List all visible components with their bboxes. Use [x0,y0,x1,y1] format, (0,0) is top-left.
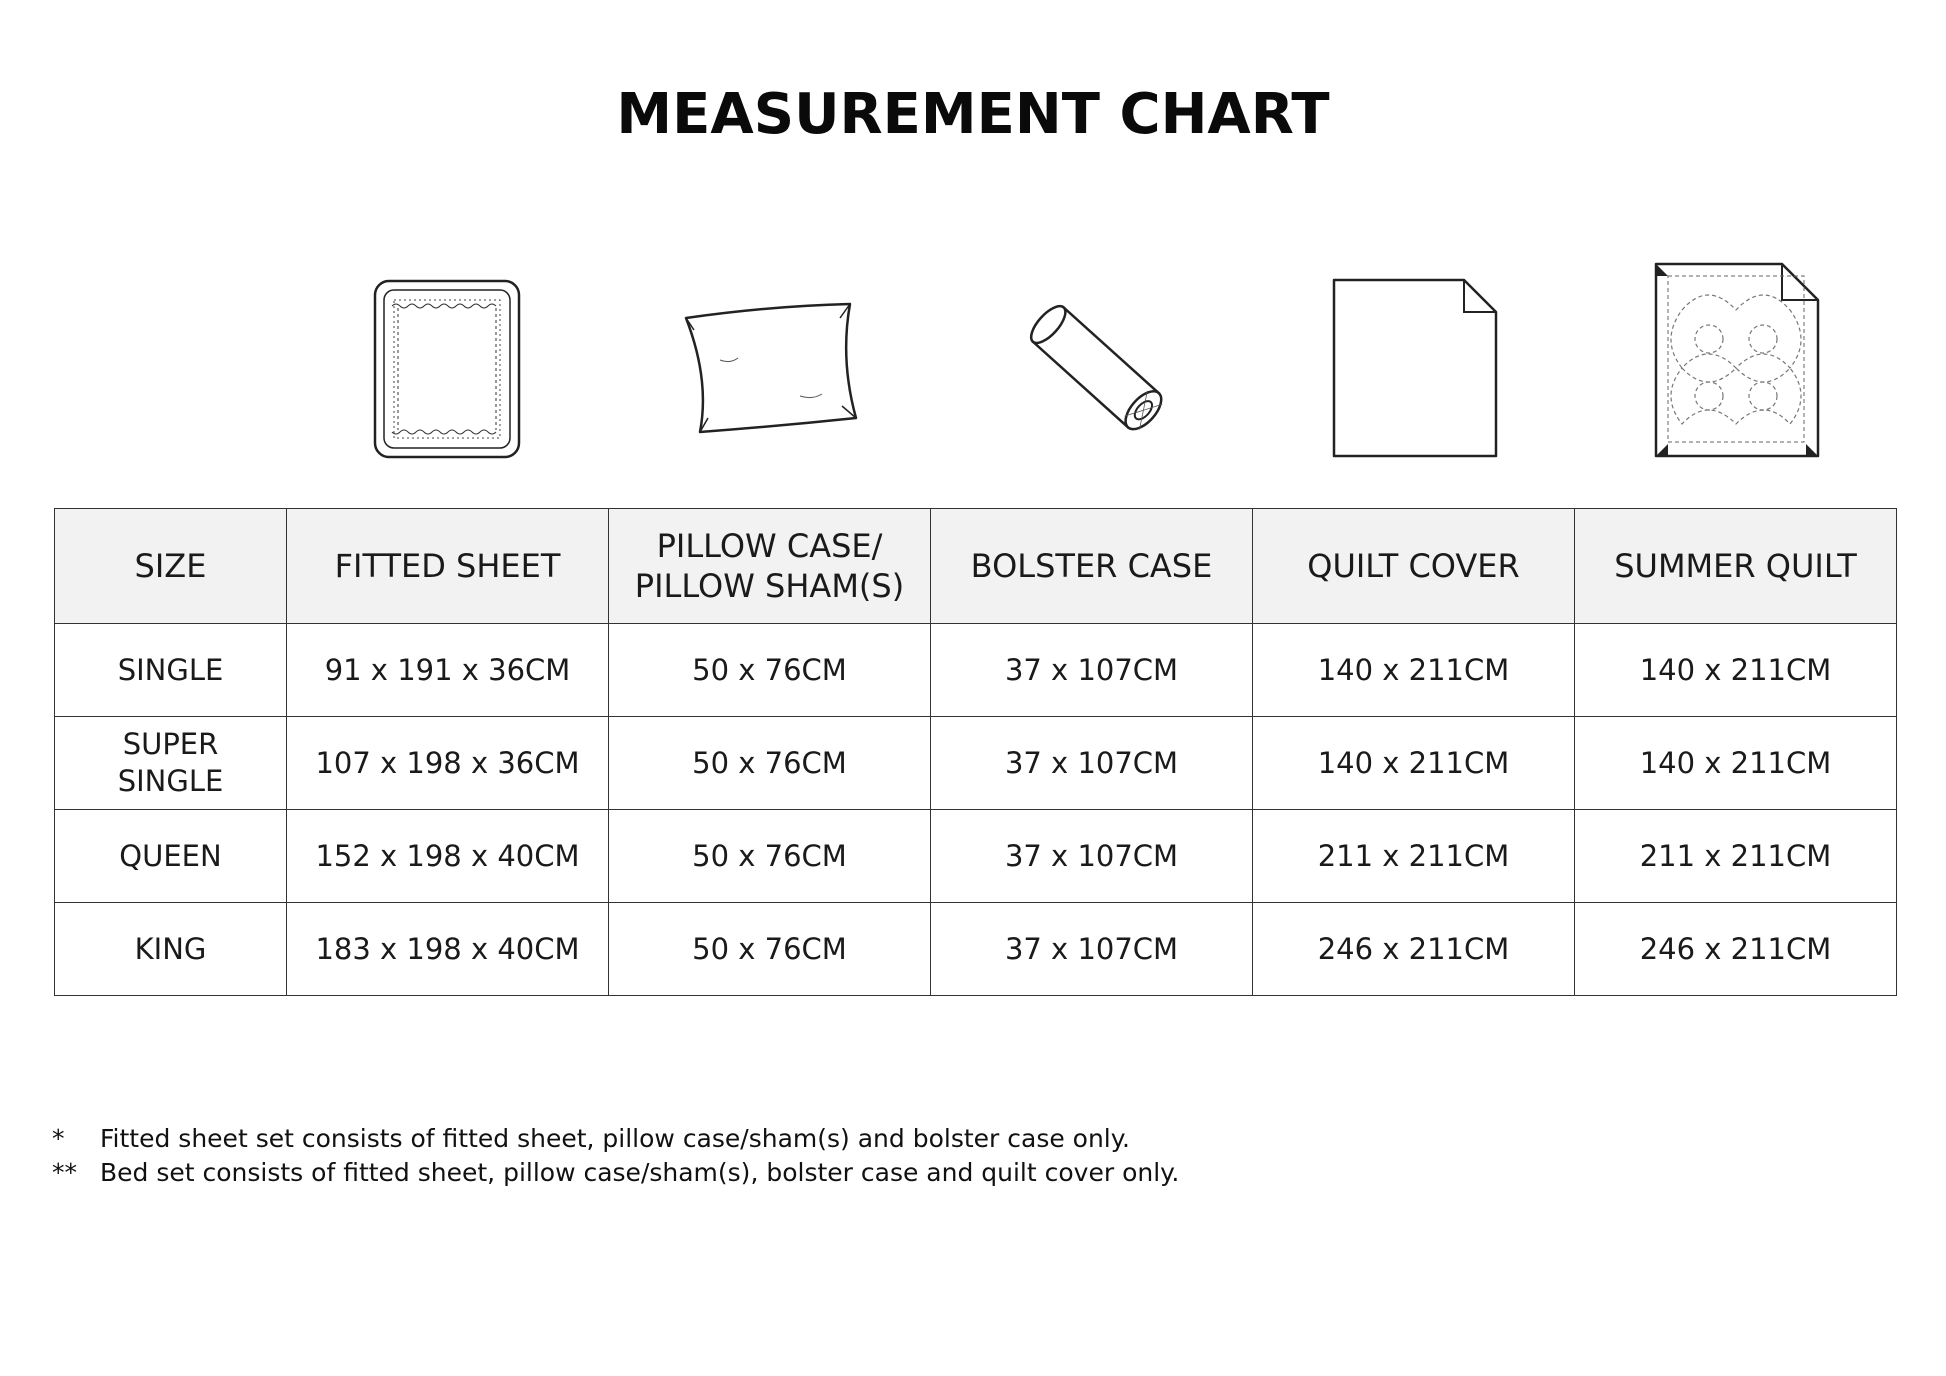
footnote-text: Bed set consists of fitted sheet, pillow case/sham(s), bolster case and quilt cover only. [100,1158,1180,1187]
cell-fitted-sheet: 107 x 198 x 36CM [287,717,609,810]
cell-size: SUPER SINGLE [55,717,287,810]
summer-quilt-icon [1652,260,1822,460]
header-fitted-sheet: FITTED SHEET [287,509,609,624]
cell-pillow-case: 50 x 76CM [609,717,931,810]
cell-size: QUEEN [55,810,287,903]
footnote-mark: * [52,1124,65,1153]
cell-quilt-cover: 211 x 211CM [1253,810,1575,903]
footnote-fitted-sheet-set [52,1122,1452,1156]
header-pillow-case: PILLOW CASE/ PILLOW SHAM(S) [609,509,931,624]
fitted-sheet-icon [372,278,522,460]
footnote-bed-set [52,1156,1452,1190]
header-summer-quilt: SUMMER QUILT [1575,509,1897,624]
cell-size: SINGLE [55,624,287,717]
cell-bolster-case: 37 x 107CM [931,624,1253,717]
cell-bolster-case: 37 x 107CM [931,810,1253,903]
cell-summer-quilt: 246 x 211CM [1575,903,1897,996]
cell-bolster-case: 37 x 107CM [931,903,1253,996]
header-bolster-case: BOLSTER CASE [931,509,1253,624]
table-row [55,903,1897,996]
cell-summer-quilt: 140 x 211CM [1575,717,1897,810]
table-row [55,810,1897,903]
cell-fitted-sheet: 91 x 191 x 36CM [287,624,609,717]
cell-fitted-sheet: 183 x 198 x 40CM [287,903,609,996]
table-row [55,717,1897,810]
header-size: SIZE [55,509,287,624]
pillow-icon [680,300,862,436]
quilt-cover-icon [1330,276,1500,460]
footnote-text: Fitted sheet set consists of fitted sheet, pillow case/sham(s) and bolster case only. [100,1124,1130,1153]
cell-pillow-case: 50 x 76CM [609,903,931,996]
cell-summer-quilt: 140 x 211CM [1575,624,1897,717]
cell-pillow-case: 50 x 76CM [609,624,931,717]
header-quilt-cover: QUILT COVER [1253,509,1575,624]
table-header-row [55,509,1897,624]
cell-quilt-cover: 246 x 211CM [1253,903,1575,996]
cell-bolster-case: 37 x 107CM [931,717,1253,810]
footnotes [52,1122,1452,1190]
cell-summer-quilt: 211 x 211CM [1575,810,1897,903]
cell-quilt-cover: 140 x 211CM [1253,624,1575,717]
page-title: MEASUREMENT CHART [616,82,1330,147]
cell-quilt-cover: 140 x 211CM [1253,717,1575,810]
cell-fitted-sheet: 152 x 198 x 40CM [287,810,609,903]
table-row [55,624,1897,717]
cell-size: KING [55,903,287,996]
footnote-mark: ** [52,1158,77,1187]
cell-pillow-case: 50 x 76CM [609,810,931,903]
measurement-table [54,508,1897,996]
bolster-icon [1018,292,1178,444]
